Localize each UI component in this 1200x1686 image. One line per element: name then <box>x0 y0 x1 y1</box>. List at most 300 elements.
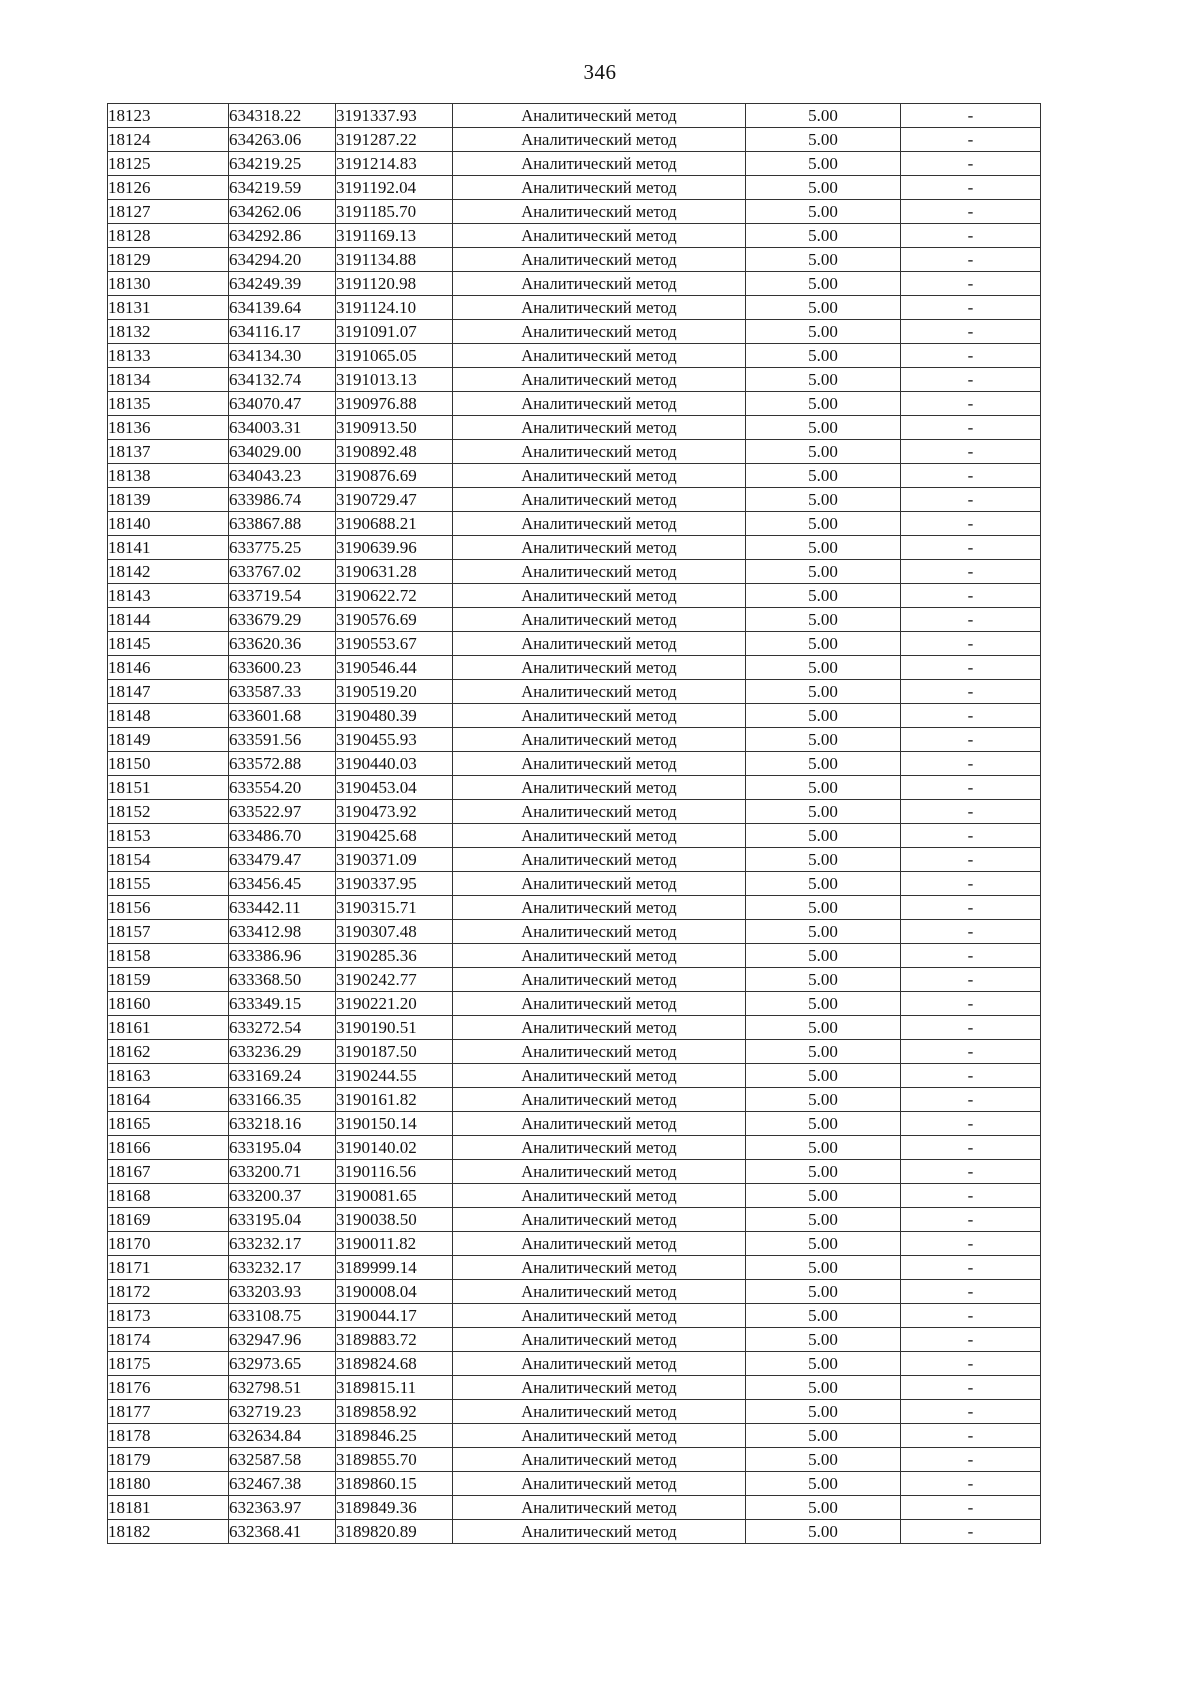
note-cell: - <box>901 872 1041 896</box>
method-cell: Аналитический метод <box>453 1328 746 1352</box>
note-cell: - <box>901 344 1041 368</box>
precision-cell: 5.00 <box>746 488 901 512</box>
precision-cell: 5.00 <box>746 1352 901 1376</box>
note-cell: - <box>901 512 1041 536</box>
method-cell: Аналитический метод <box>453 1160 746 1184</box>
note-cell: - <box>901 1256 1041 1280</box>
y-coordinate-cell: 3190011.82 <box>336 1232 453 1256</box>
x-coordinate-cell: 633195.04 <box>229 1136 336 1160</box>
y-coordinate-cell: 3190187.50 <box>336 1040 453 1064</box>
table-row <box>108 1088 1041 1112</box>
precision-cell: 5.00 <box>746 1304 901 1328</box>
precision-cell: 5.00 <box>746 1088 901 1112</box>
x-coordinate-cell: 632798.51 <box>229 1376 336 1400</box>
y-coordinate-cell: 3190044.17 <box>336 1304 453 1328</box>
method-cell: Аналитический метод <box>453 1016 746 1040</box>
x-coordinate-cell: 634249.39 <box>229 272 336 296</box>
method-cell: Аналитический метод <box>453 488 746 512</box>
point-number-cell: 18131 <box>108 296 229 320</box>
method-cell: Аналитический метод <box>453 560 746 584</box>
point-number-cell: 18171 <box>108 1256 229 1280</box>
table-row <box>108 584 1041 608</box>
method-cell: Аналитический метод <box>453 968 746 992</box>
table-row <box>108 776 1041 800</box>
point-number-cell: 18160 <box>108 992 229 1016</box>
precision-cell: 5.00 <box>746 1064 901 1088</box>
point-number-cell: 18123 <box>108 104 229 128</box>
point-number-cell: 18130 <box>108 272 229 296</box>
table-row <box>108 368 1041 392</box>
x-coordinate-cell: 633767.02 <box>229 560 336 584</box>
point-number-cell: 18144 <box>108 608 229 632</box>
y-coordinate-cell: 3190038.50 <box>336 1208 453 1232</box>
table-row <box>108 1448 1041 1472</box>
table-row <box>108 704 1041 728</box>
y-coordinate-cell: 3190161.82 <box>336 1088 453 1112</box>
table-row <box>108 1520 1041 1544</box>
method-cell: Аналитический метод <box>453 776 746 800</box>
point-number-cell: 18166 <box>108 1136 229 1160</box>
y-coordinate-cell: 3190116.56 <box>336 1160 453 1184</box>
point-number-cell: 18156 <box>108 896 229 920</box>
table-row <box>108 1376 1041 1400</box>
x-coordinate-cell: 633232.17 <box>229 1232 336 1256</box>
y-coordinate-cell: 3190140.02 <box>336 1136 453 1160</box>
y-coordinate-cell: 3189999.14 <box>336 1256 453 1280</box>
point-number-cell: 18172 <box>108 1280 229 1304</box>
x-coordinate-cell: 633620.36 <box>229 632 336 656</box>
y-coordinate-cell: 3189849.36 <box>336 1496 453 1520</box>
method-cell: Аналитический метод <box>453 368 746 392</box>
table-row <box>108 248 1041 272</box>
point-number-cell: 18179 <box>108 1448 229 1472</box>
x-coordinate-cell: 633272.54 <box>229 1016 336 1040</box>
y-coordinate-cell: 3190008.04 <box>336 1280 453 1304</box>
note-cell: - <box>901 1280 1041 1304</box>
table-row <box>108 1040 1041 1064</box>
y-coordinate-cell: 3190519.20 <box>336 680 453 704</box>
y-coordinate-cell: 3190913.50 <box>336 416 453 440</box>
x-coordinate-cell: 632947.96 <box>229 1328 336 1352</box>
point-number-cell: 18129 <box>108 248 229 272</box>
y-coordinate-cell: 3189820.89 <box>336 1520 453 1544</box>
precision-cell: 5.00 <box>746 968 901 992</box>
x-coordinate-cell: 634134.30 <box>229 344 336 368</box>
x-coordinate-cell: 633368.50 <box>229 968 336 992</box>
method-cell: Аналитический метод <box>453 1496 746 1520</box>
y-coordinate-cell: 3191013.13 <box>336 368 453 392</box>
precision-cell: 5.00 <box>746 1256 901 1280</box>
point-number-cell: 18162 <box>108 1040 229 1064</box>
point-number-cell: 18180 <box>108 1472 229 1496</box>
point-number-cell: 18141 <box>108 536 229 560</box>
note-cell: - <box>901 944 1041 968</box>
point-number-cell: 18165 <box>108 1112 229 1136</box>
table-row <box>108 176 1041 200</box>
precision-cell: 5.00 <box>746 632 901 656</box>
x-coordinate-cell: 633572.88 <box>229 752 336 776</box>
point-number-cell: 18147 <box>108 680 229 704</box>
table-row <box>108 272 1041 296</box>
x-coordinate-cell: 633867.88 <box>229 512 336 536</box>
note-cell: - <box>901 1472 1041 1496</box>
x-coordinate-cell: 634263.06 <box>229 128 336 152</box>
y-coordinate-cell: 3190315.71 <box>336 896 453 920</box>
table-row <box>108 608 1041 632</box>
method-cell: Аналитический метод <box>453 800 746 824</box>
note-cell: - <box>901 824 1041 848</box>
note-cell: - <box>901 536 1041 560</box>
method-cell: Аналитический метод <box>453 344 746 368</box>
note-cell: - <box>901 320 1041 344</box>
method-cell: Аналитический метод <box>453 608 746 632</box>
table-row <box>108 104 1041 128</box>
table-row <box>108 824 1041 848</box>
method-cell: Аналитический метод <box>453 512 746 536</box>
x-coordinate-cell: 634219.25 <box>229 152 336 176</box>
y-coordinate-cell: 3189846.25 <box>336 1424 453 1448</box>
precision-cell: 5.00 <box>746 1160 901 1184</box>
x-coordinate-cell: 632634.84 <box>229 1424 336 1448</box>
precision-cell: 5.00 <box>746 944 901 968</box>
table-row <box>108 1400 1041 1424</box>
note-cell: - <box>901 1448 1041 1472</box>
precision-cell: 5.00 <box>746 1136 901 1160</box>
y-coordinate-cell: 3191124.10 <box>336 296 453 320</box>
precision-cell: 5.00 <box>746 1376 901 1400</box>
note-cell: - <box>901 224 1041 248</box>
precision-cell: 5.00 <box>746 296 901 320</box>
x-coordinate-cell: 634294.20 <box>229 248 336 272</box>
note-cell: - <box>901 1064 1041 1088</box>
method-cell: Аналитический метод <box>453 944 746 968</box>
table-row <box>108 1160 1041 1184</box>
point-number-cell: 18164 <box>108 1088 229 1112</box>
y-coordinate-cell: 3189855.70 <box>336 1448 453 1472</box>
y-coordinate-cell: 3191185.70 <box>336 200 453 224</box>
precision-cell: 5.00 <box>746 608 901 632</box>
x-coordinate-cell: 633719.54 <box>229 584 336 608</box>
y-coordinate-cell: 3190631.28 <box>336 560 453 584</box>
y-coordinate-cell: 3190453.04 <box>336 776 453 800</box>
precision-cell: 5.00 <box>746 416 901 440</box>
x-coordinate-cell: 634139.64 <box>229 296 336 320</box>
table-row <box>108 560 1041 584</box>
y-coordinate-cell: 3190285.36 <box>336 944 453 968</box>
note-cell: - <box>901 1088 1041 1112</box>
point-number-cell: 18132 <box>108 320 229 344</box>
point-number-cell: 18169 <box>108 1208 229 1232</box>
x-coordinate-cell: 633486.70 <box>229 824 336 848</box>
y-coordinate-cell: 3189860.15 <box>336 1472 453 1496</box>
method-cell: Аналитический метод <box>453 920 746 944</box>
y-coordinate-cell: 3190221.20 <box>336 992 453 1016</box>
x-coordinate-cell: 633195.04 <box>229 1208 336 1232</box>
table-row <box>108 1064 1041 1088</box>
method-cell: Аналитический метод <box>453 1400 746 1424</box>
point-number-cell: 18145 <box>108 632 229 656</box>
point-number-cell: 18137 <box>108 440 229 464</box>
x-coordinate-cell: 632587.58 <box>229 1448 336 1472</box>
y-coordinate-cell: 3190425.68 <box>336 824 453 848</box>
table-row <box>108 1016 1041 1040</box>
note-cell: - <box>901 704 1041 728</box>
note-cell: - <box>901 896 1041 920</box>
x-coordinate-cell: 633200.37 <box>229 1184 336 1208</box>
point-number-cell: 18159 <box>108 968 229 992</box>
y-coordinate-cell: 3190576.69 <box>336 608 453 632</box>
method-cell: Аналитический метод <box>453 992 746 1016</box>
x-coordinate-cell: 633218.16 <box>229 1112 336 1136</box>
note-cell: - <box>901 1496 1041 1520</box>
point-number-cell: 18142 <box>108 560 229 584</box>
precision-cell: 5.00 <box>746 824 901 848</box>
note-cell: - <box>901 1112 1041 1136</box>
method-cell: Аналитический метод <box>453 1352 746 1376</box>
method-cell: Аналитический метод <box>453 584 746 608</box>
y-coordinate-cell: 3189824.68 <box>336 1352 453 1376</box>
x-coordinate-cell: 634219.59 <box>229 176 336 200</box>
point-number-cell: 18138 <box>108 464 229 488</box>
method-cell: Аналитический метод <box>453 1064 746 1088</box>
note-cell: - <box>901 680 1041 704</box>
x-coordinate-cell: 633591.56 <box>229 728 336 752</box>
note-cell: - <box>901 728 1041 752</box>
y-coordinate-cell: 3190892.48 <box>336 440 453 464</box>
y-coordinate-cell: 3190337.95 <box>336 872 453 896</box>
table-row <box>108 728 1041 752</box>
table-row <box>108 1136 1041 1160</box>
note-cell: - <box>901 608 1041 632</box>
x-coordinate-cell: 632363.97 <box>229 1496 336 1520</box>
precision-cell: 5.00 <box>746 248 901 272</box>
precision-cell: 5.00 <box>746 464 901 488</box>
note-cell: - <box>901 248 1041 272</box>
precision-cell: 5.00 <box>746 1208 901 1232</box>
point-number-cell: 18146 <box>108 656 229 680</box>
x-coordinate-cell: 634318.22 <box>229 104 336 128</box>
method-cell: Аналитический метод <box>453 848 746 872</box>
method-cell: Аналитический метод <box>453 104 746 128</box>
table-row <box>108 1208 1041 1232</box>
table-row <box>108 128 1041 152</box>
y-coordinate-cell: 3191287.22 <box>336 128 453 152</box>
point-number-cell: 18152 <box>108 800 229 824</box>
precision-cell: 5.00 <box>746 536 901 560</box>
precision-cell: 5.00 <box>746 872 901 896</box>
method-cell: Аналитический метод <box>453 656 746 680</box>
table-row <box>108 656 1041 680</box>
x-coordinate-cell: 633554.20 <box>229 776 336 800</box>
y-coordinate-cell: 3191169.13 <box>336 224 453 248</box>
point-number-cell: 18133 <box>108 344 229 368</box>
point-number-cell: 18181 <box>108 1496 229 1520</box>
point-number-cell: 18124 <box>108 128 229 152</box>
method-cell: Аналитический метод <box>453 272 746 296</box>
precision-cell: 5.00 <box>746 656 901 680</box>
precision-cell: 5.00 <box>746 512 901 536</box>
point-number-cell: 18149 <box>108 728 229 752</box>
table-row <box>108 680 1041 704</box>
method-cell: Аналитический метод <box>453 536 746 560</box>
y-coordinate-cell: 3190546.44 <box>336 656 453 680</box>
precision-cell: 5.00 <box>746 176 901 200</box>
point-number-cell: 18127 <box>108 200 229 224</box>
table-row <box>108 416 1041 440</box>
point-number-cell: 18182 <box>108 1520 229 1544</box>
precision-cell: 5.00 <box>746 1520 901 1544</box>
method-cell: Аналитический метод <box>453 1088 746 1112</box>
note-cell: - <box>901 1304 1041 1328</box>
method-cell: Аналитический метод <box>453 728 746 752</box>
y-coordinate-cell: 3189815.11 <box>336 1376 453 1400</box>
method-cell: Аналитический метод <box>453 128 746 152</box>
method-cell: Аналитический метод <box>453 1280 746 1304</box>
x-coordinate-cell: 633386.96 <box>229 944 336 968</box>
table-row <box>108 1424 1041 1448</box>
method-cell: Аналитический метод <box>453 1256 746 1280</box>
y-coordinate-cell: 3190480.39 <box>336 704 453 728</box>
note-cell: - <box>901 968 1041 992</box>
precision-cell: 5.00 <box>746 896 901 920</box>
x-coordinate-cell: 633587.33 <box>229 680 336 704</box>
method-cell: Аналитический метод <box>453 248 746 272</box>
precision-cell: 5.00 <box>746 728 901 752</box>
precision-cell: 5.00 <box>746 584 901 608</box>
point-number-cell: 18135 <box>108 392 229 416</box>
x-coordinate-cell: 634262.06 <box>229 200 336 224</box>
table-row <box>108 1280 1041 1304</box>
method-cell: Аналитический метод <box>453 1448 746 1472</box>
note-cell: - <box>901 1016 1041 1040</box>
point-number-cell: 18174 <box>108 1328 229 1352</box>
note-cell: - <box>901 800 1041 824</box>
point-number-cell: 18155 <box>108 872 229 896</box>
x-coordinate-cell: 633203.93 <box>229 1280 336 1304</box>
table-row <box>108 1256 1041 1280</box>
method-cell: Аналитический метод <box>453 392 746 416</box>
point-number-cell: 18150 <box>108 752 229 776</box>
note-cell: - <box>901 416 1041 440</box>
method-cell: Аналитический метод <box>453 416 746 440</box>
note-cell: - <box>901 272 1041 296</box>
note-cell: - <box>901 656 1041 680</box>
x-coordinate-cell: 633349.15 <box>229 992 336 1016</box>
x-coordinate-cell: 634029.00 <box>229 440 336 464</box>
method-cell: Аналитический метод <box>453 1136 746 1160</box>
note-cell: - <box>901 992 1041 1016</box>
precision-cell: 5.00 <box>746 1040 901 1064</box>
method-cell: Аналитический метод <box>453 1112 746 1136</box>
point-number-cell: 18151 <box>108 776 229 800</box>
method-cell: Аналитический метод <box>453 896 746 920</box>
y-coordinate-cell: 3190876.69 <box>336 464 453 488</box>
note-cell: - <box>901 920 1041 944</box>
x-coordinate-cell: 633166.35 <box>229 1088 336 1112</box>
point-number-cell: 18136 <box>108 416 229 440</box>
method-cell: Аналитический метод <box>453 152 746 176</box>
precision-cell: 5.00 <box>746 560 901 584</box>
point-number-cell: 18170 <box>108 1232 229 1256</box>
precision-cell: 5.00 <box>746 920 901 944</box>
precision-cell: 5.00 <box>746 320 901 344</box>
table-row <box>108 1184 1041 1208</box>
x-coordinate-cell: 633679.29 <box>229 608 336 632</box>
x-coordinate-cell: 634070.47 <box>229 392 336 416</box>
note-cell: - <box>901 392 1041 416</box>
x-coordinate-cell: 632368.41 <box>229 1520 336 1544</box>
table-row <box>108 1232 1041 1256</box>
table-row <box>108 800 1041 824</box>
table-row <box>108 1328 1041 1352</box>
x-coordinate-cell: 633200.71 <box>229 1160 336 1184</box>
x-coordinate-cell: 633775.25 <box>229 536 336 560</box>
point-number-cell: 18158 <box>108 944 229 968</box>
precision-cell: 5.00 <box>746 752 901 776</box>
y-coordinate-cell: 3191214.83 <box>336 152 453 176</box>
table-row <box>108 536 1041 560</box>
method-cell: Аналитический метод <box>453 680 746 704</box>
note-cell: - <box>901 1208 1041 1232</box>
y-coordinate-cell: 3190242.77 <box>336 968 453 992</box>
note-cell: - <box>901 368 1041 392</box>
note-cell: - <box>901 128 1041 152</box>
x-coordinate-cell: 632719.23 <box>229 1400 336 1424</box>
x-coordinate-cell: 633169.24 <box>229 1064 336 1088</box>
table-row <box>108 224 1041 248</box>
method-cell: Аналитический метод <box>453 1376 746 1400</box>
method-cell: Аналитический метод <box>453 176 746 200</box>
point-number-cell: 18161 <box>108 1016 229 1040</box>
table-row <box>108 992 1041 1016</box>
point-number-cell: 18176 <box>108 1376 229 1400</box>
precision-cell: 5.00 <box>746 200 901 224</box>
x-coordinate-cell: 632973.65 <box>229 1352 336 1376</box>
y-coordinate-cell: 3190473.92 <box>336 800 453 824</box>
page-number: 346 <box>583 60 617 84</box>
y-coordinate-cell: 3190688.21 <box>336 512 453 536</box>
method-cell: Аналитический метод <box>453 1424 746 1448</box>
precision-cell: 5.00 <box>746 1472 901 1496</box>
table-row <box>108 896 1041 920</box>
precision-cell: 5.00 <box>746 1280 901 1304</box>
y-coordinate-cell: 3191120.98 <box>336 272 453 296</box>
point-number-cell: 18178 <box>108 1424 229 1448</box>
point-number-cell: 18139 <box>108 488 229 512</box>
note-cell: - <box>901 1400 1041 1424</box>
table-row <box>108 392 1041 416</box>
note-cell: - <box>901 1424 1041 1448</box>
point-number-cell: 18173 <box>108 1304 229 1328</box>
y-coordinate-cell: 3190639.96 <box>336 536 453 560</box>
note-cell: - <box>901 1160 1041 1184</box>
y-coordinate-cell: 3190307.48 <box>336 920 453 944</box>
note-cell: - <box>901 1328 1041 1352</box>
table-row <box>108 320 1041 344</box>
x-coordinate-cell: 633479.47 <box>229 848 336 872</box>
note-cell: - <box>901 848 1041 872</box>
table-row <box>108 488 1041 512</box>
method-cell: Аналитический метод <box>453 1208 746 1232</box>
table-row <box>108 944 1041 968</box>
precision-cell: 5.00 <box>746 1424 901 1448</box>
note-cell: - <box>901 464 1041 488</box>
precision-cell: 5.00 <box>746 848 901 872</box>
x-coordinate-cell: 633601.68 <box>229 704 336 728</box>
y-coordinate-cell: 3191134.88 <box>336 248 453 272</box>
precision-cell: 5.00 <box>746 128 901 152</box>
x-coordinate-cell: 633108.75 <box>229 1304 336 1328</box>
